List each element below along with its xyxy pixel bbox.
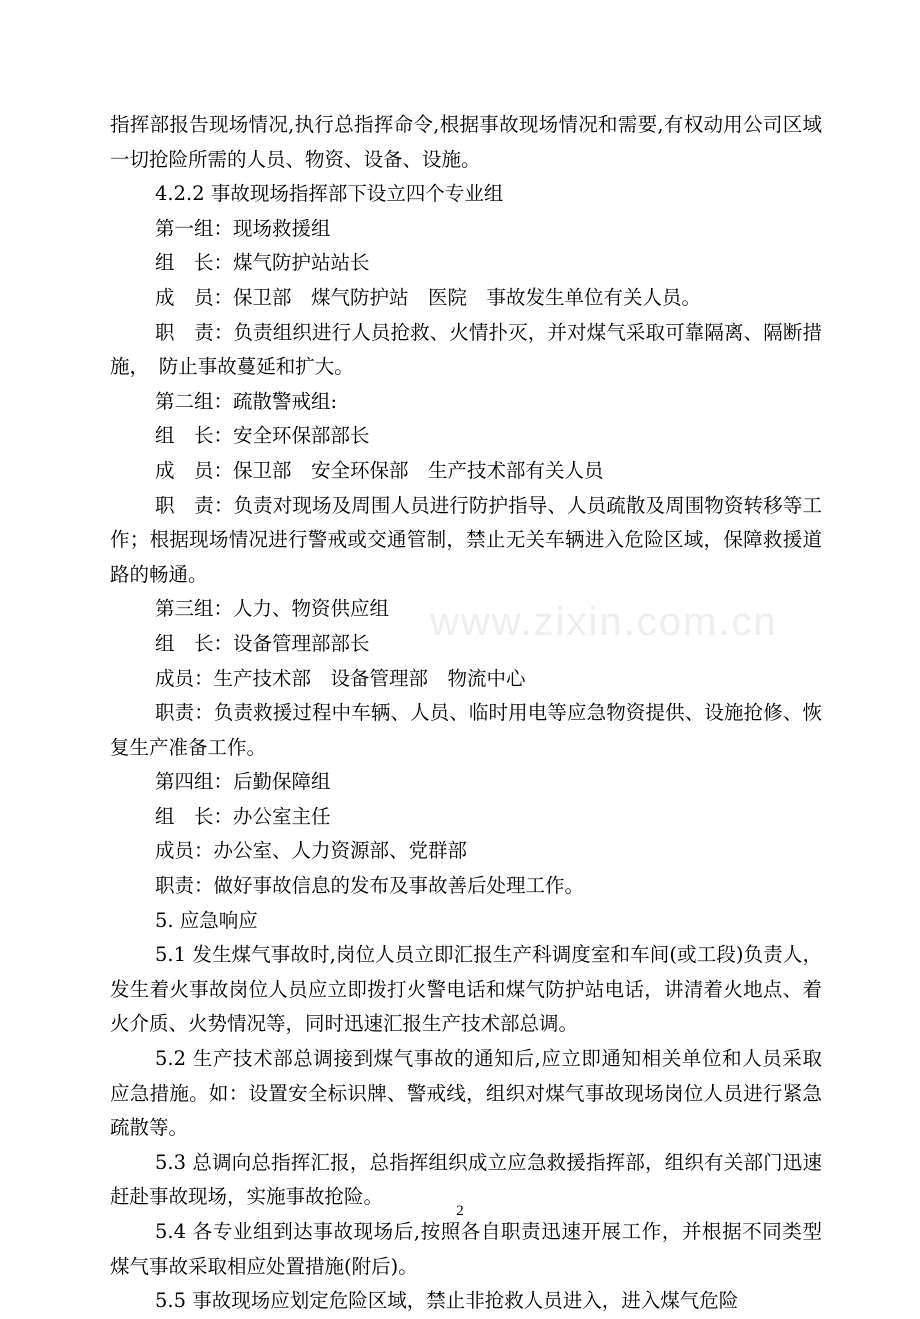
paragraph: 5.5 事故现场应划定危险区域，禁止非抢救人员进入，进入煤气危险 [155,1289,739,1313]
group-duties: 职责：负责救援过程中车辆、人员、临时用电等应急物资提供、设施抢修、恢复生产准备工作。 [110,701,822,759]
paragraph: 5.4 各专业组到达事故现场后,按照各自职责迅速开展工作，并根据不同类型煤气事故采取相应处置措施(附后)。 [110,1220,822,1278]
group-duties: 职责：做好事故信息的发布及事故善后处理工作。 [155,874,585,898]
group-leader: 组 长：办公室主任 [155,804,331,828]
group-title: 第二组：疏散警戒组: [155,389,338,413]
group-members: 成员：办公室、人力资源部、党群部 [155,839,468,863]
group-title: 第一组：现场救援组 [155,216,331,240]
group-title: 第三组：人力、物资供应组 [155,597,390,621]
group-leader: 组 长：安全环保部部长 [155,424,370,448]
group-duties: 职 责：负责对现场及周围人员进行防护指导、人员疏散及周围物资转移等工作；根据现场情况进行警戒或交通管制，禁止无关车辆进入危险区域，保障救援道路的畅通。 [110,493,822,586]
page-number: 2 [456,1203,464,1219]
paragraph: 5.2 生产技术部总调接到煤气事故的通知后,应立即通知相关单位和人员采取应急措施。如：设置安全标识牌、警戒线，组织对煤气事故现场岗位人员进行紧急疏散等。 [110,1047,822,1140]
section-heading: 5. 应急响应 [155,908,258,932]
group-members: 成 员：保卫部 安全环保部 生产技术部有关人员 [155,458,604,482]
group-leader: 组 长：煤气防护站站长 [155,251,370,275]
watermark: www.zixin.com.cn [430,600,778,644]
paragraph: 5.1 发生煤气事故时,岗位人员立即汇报生产科调度室和车间(或工段)负责人，发生着火事故岗位人员应立即拨打火警电话和煤气防护站电话，讲清着火地点、着火介质、火势情况等，同时迅速汇报生产技术部总调。 [110,943,822,1036]
group-title: 第四组：后勤保障组 [155,770,331,794]
group-leader: 组 长：设备管理部部长 [155,631,370,655]
section-heading: 4.2.2 事故现场指挥部下设立四个专业组 [155,182,504,206]
paragraph: 5.3 总调向总指挥汇报，总指挥组织成立应急救援指挥部，组织有关部门迅速赶赴事故现场，实施事故抢险。 [110,1150,822,1209]
document-body [110,108,822,1319]
group-members: 成 员：保卫部 煤气防护站 医院 事故发生单位有关人员。 [155,285,702,309]
group-members: 成员：生产技术部 设备管理部 物流中心 [155,666,526,690]
paragraph: 指挥部报告现场情况,执行总指挥命令,根据事故现场情况和需要,有权动用公司区域一切抢险所需的人员、物资、设备、设施。 [110,113,822,171]
group-duties: 职 责：负责组织进行人员抢救、火情扑灭，并对煤气采取可靠隔离、隔断措施， 防止事故蔓延和扩大。 [110,320,822,379]
